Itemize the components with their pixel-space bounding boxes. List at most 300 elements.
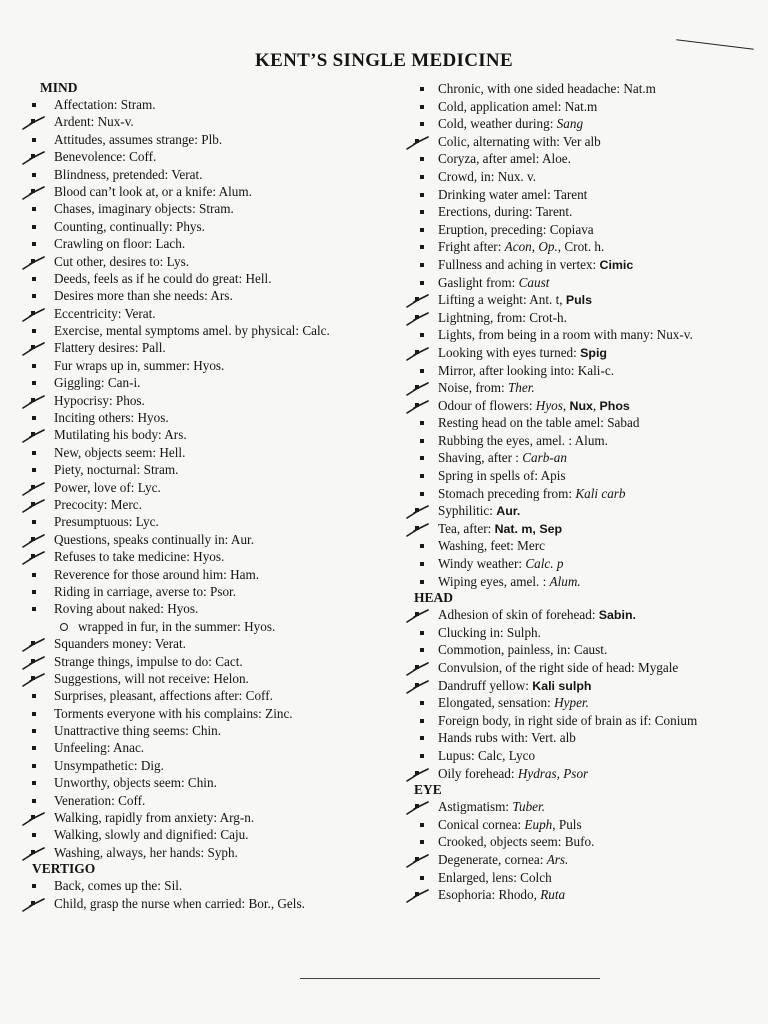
checkmark-icon (22, 306, 48, 322)
square-bullet-icon (420, 122, 424, 126)
remedy-text (159, 445, 185, 460)
rubric-entry (404, 168, 764, 186)
rubric-entry (22, 739, 402, 756)
rubric-text: Veneration: (54, 792, 119, 808)
square-bullet-icon (32, 103, 36, 107)
rubric-text: Tea, after: (438, 520, 495, 536)
square-bullet-icon (420, 754, 424, 758)
remedy-part: Helon. (213, 670, 249, 686)
rubric-entry (22, 844, 402, 861)
square-bullet-icon (32, 329, 36, 333)
rubric-text: Noise, from: (438, 380, 508, 396)
remedy-text (129, 149, 156, 164)
rubric-text: Presumptuous: (54, 514, 136, 530)
rubric-text: Squanders money: (54, 636, 155, 652)
rubric-text: Syphilitic: (438, 503, 497, 519)
rubric-text: Cut other, desires to: (54, 253, 167, 269)
remedy-text (302, 323, 329, 338)
remedy-text (193, 549, 224, 564)
rubric-entry (22, 96, 402, 113)
square-bullet-icon (420, 823, 424, 827)
rubric-text: Ardent: (54, 114, 98, 130)
remedy-part: Syph. (207, 844, 238, 860)
rubric-text: Eruption, preceding: (438, 221, 550, 237)
rubric-entry (22, 877, 402, 894)
remedy-text (529, 292, 592, 307)
remedy-part: Pall. (141, 340, 166, 356)
rubric-entry (404, 344, 764, 362)
rubric-entry (404, 520, 764, 538)
remedy-part: Aur. (496, 504, 521, 519)
rubric-text: Windy weather: (438, 556, 526, 572)
rubric-text: Unfeeling: (54, 740, 113, 756)
checkmark-icon (406, 660, 432, 676)
rubric-text: Fur wraps up in, summer: (54, 357, 194, 373)
rubric-entry (22, 792, 402, 809)
remedy-part: Vert. alb (531, 730, 576, 746)
remedy-part: Alum. (218, 183, 252, 199)
remedy-text (164, 878, 182, 893)
remedy-part: Verat. (154, 636, 186, 652)
remedy-text (199, 201, 234, 216)
rubric-entry (22, 600, 402, 617)
rubric-entry (22, 531, 402, 548)
rubric-entry (404, 414, 764, 432)
remedy-text (208, 845, 238, 860)
rubric-text: Unattractive thing seems: (54, 723, 193, 739)
remedy-part: Tarent. (535, 204, 573, 220)
remedy-text (171, 167, 202, 182)
checkmark-icon (22, 636, 48, 652)
rubric-text: Power, love of: (54, 479, 138, 495)
square-bullet-icon (420, 631, 424, 635)
remedy-part: Hyos. (167, 601, 199, 617)
remedy-text (155, 636, 186, 651)
rubric-text: Chronic, with one sided headache: (438, 81, 624, 96)
checkmark-icon (22, 654, 48, 670)
remedy-part: Nux. v. (497, 168, 537, 184)
rubric-text: Oily forehead: (438, 765, 518, 781)
rubric-text: Drinking water amel: (438, 186, 554, 202)
rubric-entry (404, 694, 764, 712)
rubric-entry (404, 816, 764, 834)
remedy-text (113, 740, 144, 755)
rubric-text: Degenerate, cornea: (438, 851, 547, 867)
checkmark-icon (22, 671, 48, 687)
rubric-text: Gaslight from: (438, 274, 519, 290)
rubric-text: Astigmatism: (438, 799, 513, 815)
rubric-entry (22, 392, 402, 409)
rubric-entry (22, 774, 402, 791)
page-title: KENT’S SINGLE MEDICINE (255, 50, 513, 71)
checkmark-icon (22, 149, 48, 165)
rubric-entry (22, 653, 402, 670)
square-bullet-icon (420, 580, 424, 584)
remedy-text (201, 132, 222, 147)
rubric-text: Erections, during: (438, 204, 536, 220)
checkmark-icon (406, 852, 432, 868)
remedy-text (512, 799, 545, 814)
rubric-entry (404, 467, 764, 485)
rubric-entry (404, 362, 764, 380)
remedy-part: Carb-an (522, 450, 567, 466)
rubric-text: Refuses to take medicine: (54, 549, 194, 565)
rubric-entry (22, 895, 402, 912)
remedy-text (547, 852, 569, 867)
square-bullet-icon (420, 840, 424, 844)
checkmark-icon (22, 393, 48, 409)
remedy-text (550, 222, 594, 237)
rubric-entry (22, 270, 402, 287)
square-bullet-icon (32, 764, 36, 768)
rubric-entry (22, 670, 402, 687)
rubric-text: Stomach preceding from: (438, 485, 576, 501)
square-bullet-icon (420, 245, 424, 249)
remedy-text (155, 236, 185, 251)
remedy-part: Hyos. (193, 549, 225, 565)
rubric-text: Piety, nocturnal: (54, 462, 144, 478)
rubric-entry (22, 548, 402, 565)
section-heading-eye: EYE (414, 782, 442, 798)
remedy-text (244, 619, 275, 634)
rubric-text: Affectation: (54, 97, 121, 112)
rubric-entry (404, 833, 764, 851)
rubric-text: Wiping eyes, amel. : (438, 573, 550, 589)
rubric-entry (22, 461, 402, 478)
square-bullet-icon (420, 193, 424, 197)
rubric-entry (404, 397, 764, 415)
rubric-text: Hypocrisy: (54, 392, 116, 408)
remedy-part: Hyos. (193, 357, 225, 373)
rubric-text: Exercise, mental symptoms amel. by physical: (54, 323, 303, 339)
rubric-text: Elongated, sensation: (438, 695, 555, 711)
square-bullet-icon (32, 607, 36, 611)
remedy-text (219, 184, 252, 199)
remedy-part: Copiava (549, 221, 594, 237)
rubric-entry (404, 851, 764, 869)
remedy-text (231, 532, 254, 547)
remedy-part: Puls (565, 293, 593, 308)
rubric-entry (22, 287, 402, 304)
rubric-text: Roving about naked: (54, 601, 168, 617)
remedy-part: Hell. (159, 444, 186, 460)
remedy-text (600, 257, 634, 272)
square-bullet-icon (32, 746, 36, 750)
rubric-text: Reverence for those around him: (54, 566, 231, 582)
square-bullet-icon (32, 277, 36, 281)
remedy-text (565, 834, 595, 849)
remedy-part: Verat. (124, 305, 156, 321)
remedy-text (580, 345, 607, 360)
rubric-text: Conical cornea: (438, 816, 525, 832)
square-bullet-icon (32, 590, 36, 594)
remedy-part: Phos. (115, 392, 145, 408)
rubric-entry (404, 555, 764, 573)
remedy-part: Lach. (155, 236, 186, 252)
remedy-text (557, 116, 583, 131)
rubric-text: Looking with eyes turned: (438, 344, 581, 360)
remedy-text (505, 239, 605, 254)
rubric-text: Lupus: (438, 747, 478, 763)
rubric-text: Counting, continually: (54, 218, 176, 234)
remedy-text (144, 462, 179, 477)
rubric-entry (404, 798, 764, 816)
square-bullet-icon (420, 281, 424, 285)
remedy-text (246, 688, 273, 703)
rubric-entry (22, 148, 402, 165)
remedy-text (536, 204, 573, 219)
square-bullet-icon (32, 173, 36, 177)
remedy-text (124, 306, 155, 321)
rubric-entry (404, 747, 764, 765)
rubric-entry (404, 624, 764, 642)
checkmark-icon (406, 292, 432, 308)
rubric-entry (404, 379, 764, 397)
rubric-entry (404, 659, 764, 677)
rubric-entry (22, 305, 402, 322)
remedy-text (108, 375, 141, 390)
rubric-entry (404, 677, 764, 695)
square-bullet-icon (420, 736, 424, 740)
square-bullet-icon (32, 207, 36, 211)
rubric-entry (22, 757, 402, 774)
remedy-part: Spig (580, 345, 607, 360)
remedy-text (192, 723, 221, 738)
remedy-text (167, 254, 189, 269)
remedy-part: Coff. (129, 149, 157, 165)
rubric-entry (404, 326, 764, 344)
rubric-entry (22, 426, 402, 443)
checkmark-icon (22, 810, 48, 826)
square-bullet-icon (32, 781, 36, 785)
rubric-text: Giggling: (54, 375, 108, 391)
remedy-part: Hyper. (554, 695, 589, 711)
checkmark-icon (406, 134, 432, 150)
rubric-text: Hands rubs with: (438, 730, 532, 746)
square-bullet-icon (32, 416, 36, 420)
rubric-entry (404, 573, 764, 591)
rubric-entry (22, 183, 402, 200)
rubric-text: Lightning, from: (438, 309, 530, 325)
checkmark-icon (406, 799, 432, 815)
rubric-entry (22, 635, 402, 652)
remedy-part: Caju. (220, 827, 249, 843)
remedy-part: Cimic (599, 257, 634, 272)
remedy-part: Bufo. (564, 834, 595, 850)
rubric-text: Enlarged, lens: (438, 869, 521, 885)
rubric-text: Desires more than she needs: (54, 288, 211, 304)
remedy-part: Hydras, Psor (517, 765, 589, 781)
remedy-part: Caust. (573, 642, 608, 658)
remedy-text (529, 310, 567, 325)
square-bullet-icon (32, 712, 36, 716)
rubric-entry (404, 309, 764, 327)
remedy-part: Stram. (143, 462, 179, 478)
remedy-text (176, 219, 205, 234)
rubric-text: Deeds, feels as if he could do great: (54, 270, 246, 286)
remedy-part: Stram. (120, 97, 156, 112)
rubric-entry (22, 705, 402, 722)
square-bullet-icon (32, 799, 36, 803)
top-rule (676, 39, 754, 49)
remedy-text (542, 151, 571, 166)
remedy-part: Sang (556, 116, 584, 132)
square-bullet-icon (420, 157, 424, 161)
rubric-text: Washing, always, her hands: (54, 844, 208, 860)
rubric-text: Inciting others: (54, 410, 138, 426)
right-column (404, 80, 764, 904)
square-bullet-icon (420, 474, 424, 478)
square-bullet-icon (420, 369, 424, 373)
remedy-part: Ver alb (563, 133, 601, 149)
remedy-text (520, 870, 552, 885)
rubric-entry (22, 618, 402, 635)
remedy-text (213, 671, 249, 686)
remedy-part: Calc. p (525, 556, 564, 572)
square-bullet-icon (32, 225, 36, 229)
checkmark-icon (406, 766, 432, 782)
remedy-part: Euph (524, 816, 553, 832)
remedy-text (164, 427, 186, 442)
remedy-part: Stram. (199, 201, 234, 217)
rubric-entry (22, 566, 402, 583)
rubric-entry (22, 374, 402, 391)
remedy-text (541, 468, 566, 483)
square-bullet-icon (420, 876, 424, 880)
remedy-text (657, 327, 693, 342)
remedy-text (141, 758, 164, 773)
remedy-part: Mygale (637, 660, 679, 675)
rubric-entry (22, 809, 402, 826)
square-bullet-icon (420, 456, 424, 460)
rubric-text: Lights, from being in a room with many: (438, 327, 657, 343)
checkmark-icon (22, 845, 48, 861)
square-bullet-icon (420, 492, 424, 496)
rubric-entry (404, 641, 764, 659)
remedy-part: Zinc. (265, 705, 293, 721)
rubric-entry (404, 869, 764, 887)
rubric-text: New, objects seem: (54, 444, 160, 460)
square-bullet-icon (32, 573, 36, 577)
square-bullet-icon (32, 833, 36, 837)
remedy-part: Calc, Lyco (477, 747, 536, 763)
rubric-text: Odour of flowers: (438, 397, 536, 413)
remedy-part: Acon (504, 239, 532, 255)
remedy-part: Sulph. (506, 624, 541, 640)
rubric-entry (22, 687, 402, 704)
rubric-text: Mirror, after looking into: (438, 362, 578, 378)
remedy-part: Ars. (164, 427, 187, 443)
square-bullet-icon (420, 105, 424, 109)
rubric-entry (22, 444, 402, 461)
square-bullet-icon (420, 228, 424, 232)
remedy-text (531, 730, 576, 745)
rubric-entry (22, 235, 402, 252)
square-bullet-icon (420, 439, 424, 443)
remedy-text (524, 817, 581, 832)
remedy-part: Ars. (210, 288, 233, 304)
square-bullet-icon (420, 544, 424, 548)
remedy-part: Plb. (201, 131, 223, 147)
remedy-part: Hyos. (244, 618, 276, 634)
rubric-entry (404, 432, 764, 450)
remedy-part: Alum. (549, 573, 581, 589)
checkmark-icon (406, 503, 432, 519)
remedy-part: Apis (540, 468, 566, 484)
remedy-part: Verat. (171, 166, 203, 182)
section-heading-vertigo: VERTIGO (32, 861, 96, 877)
rubric-text: Suggestions, will not receive: (54, 670, 214, 686)
remedy-part: Bor., Gels. (248, 895, 305, 911)
rubric-entry (404, 449, 764, 467)
remedy-part: Kali-c. (577, 362, 614, 378)
remedy-part: Coff. (245, 688, 273, 704)
circle-bullet-icon (60, 623, 68, 631)
remedy-part: Sabad (607, 415, 640, 431)
remedy-text (507, 625, 541, 640)
rubric-text: Colic, alternating with: (438, 133, 564, 149)
remedy-text (599, 607, 636, 622)
remedy-part: Hell. (245, 270, 272, 286)
remedy-part: Nux-v. (97, 114, 134, 130)
rubric-text: Crawling on floor: (54, 236, 156, 252)
rubric-entry (22, 513, 402, 530)
square-bullet-icon (32, 364, 36, 368)
rubric-entry (404, 886, 764, 904)
square-bullet-icon (420, 701, 424, 705)
remedy-text (215, 654, 242, 669)
square-bullet-icon (32, 451, 36, 455)
rubric-text: Shaving, after : (438, 450, 523, 466)
rubric-entry (22, 826, 402, 843)
remedy-part: Colch (520, 869, 552, 885)
remedy-part: Phys. (175, 218, 205, 234)
remedy-part: Hyos. (137, 410, 169, 426)
remedy-part: Anac. (112, 740, 145, 756)
remedy-part: , Crot. h. (557, 239, 605, 255)
remedy-part: Ars. (546, 851, 569, 867)
square-bullet-icon (32, 729, 36, 733)
rubric-text: Commotion, painless, in: (438, 642, 574, 658)
rubric-text: Fright after: (438, 239, 505, 255)
rubric-entry (404, 80, 764, 98)
rubric-text: Washing, feet: (438, 538, 518, 554)
square-bullet-icon (420, 263, 424, 267)
rubric-text: Crowd, in: (438, 168, 498, 184)
rubric-text: Fullness and aching in vertex: (438, 256, 600, 272)
rubric-entry (22, 583, 402, 600)
rubric-entry (22, 218, 402, 235)
rubric-entry (22, 357, 402, 374)
rubric-text: Precocity: (54, 496, 111, 512)
square-bullet-icon (32, 520, 36, 524)
remedy-part: , Puls (552, 816, 582, 832)
bottom-rule (300, 978, 600, 979)
remedy-text (498, 887, 565, 902)
remedy-text (574, 642, 607, 657)
remedy-part: Crot-h. (529, 309, 567, 325)
checkmark-icon (406, 607, 432, 623)
rubric-entry (22, 322, 402, 339)
rubric-text: Surprises, pleasant, affections after: (54, 688, 246, 704)
section-heading-head: HEAD (414, 590, 454, 606)
remedy-part: Tuber. (512, 799, 545, 815)
rubric-text: Child, grasp the nurse when carried: (54, 895, 249, 911)
rubric-entry (404, 291, 764, 309)
remedy-part: Conium (654, 712, 698, 728)
remedy-text (230, 567, 259, 582)
remedy-text (554, 187, 588, 202)
